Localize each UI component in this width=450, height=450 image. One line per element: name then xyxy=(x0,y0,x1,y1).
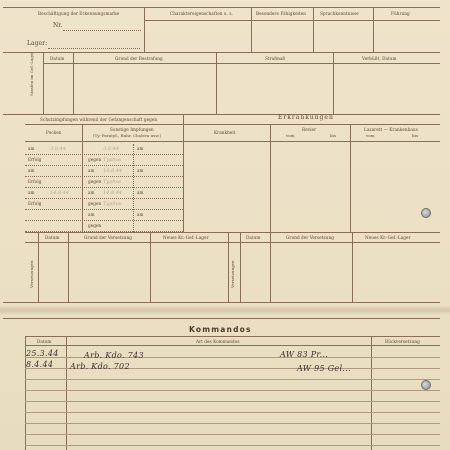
rule xyxy=(25,220,183,221)
rule xyxy=(43,63,440,64)
vaccination-row-mid-label: gegen xyxy=(88,201,102,206)
rule xyxy=(68,232,69,302)
hospital-from: vom xyxy=(366,133,375,138)
rule xyxy=(25,209,183,210)
rule xyxy=(25,412,440,413)
vaccination-row-right-stamp: 14.8.44 xyxy=(103,168,123,174)
hospital-header: Lazarett — Krankenhaus xyxy=(364,127,418,132)
revier-to: bis xyxy=(330,133,337,138)
revier-header: Revier xyxy=(302,127,317,132)
rule xyxy=(150,232,151,302)
kommando-date-header: Datum xyxy=(37,339,52,344)
rule xyxy=(313,7,314,52)
kommando-entry-2-type: Arb. Kdo. 702 xyxy=(70,362,130,371)
rule xyxy=(66,336,67,450)
vaccination-row-right-stamp: Typhus xyxy=(103,179,122,185)
kommandos-title: Kommandos xyxy=(189,325,252,334)
language-label: Sprachkenntnisse xyxy=(320,11,359,16)
kommando-entry-2-date: 8.4.44 xyxy=(26,360,54,369)
transfer-date-header-2: Datum xyxy=(246,235,261,240)
rule xyxy=(25,423,440,424)
punishment-date-header: Datum xyxy=(50,56,65,61)
vaccination-row-left-label: Erfolg xyxy=(28,157,42,162)
rule xyxy=(38,232,39,302)
special-skills-label: Besondere Fähigkeiten xyxy=(256,11,306,16)
punishment-measure-header: Strafmaß xyxy=(265,56,286,61)
rule xyxy=(3,52,440,53)
revier-from: vom xyxy=(286,133,295,138)
nr-label: Nr. xyxy=(53,22,63,29)
fold-crease xyxy=(0,306,450,314)
conduct-label: Führung xyxy=(391,11,410,16)
rule xyxy=(25,434,440,435)
kommando-entry-1-type: Arb. Kdo. 743 xyxy=(84,351,144,360)
character-label: Charaktereigenschaften u. s. xyxy=(170,11,233,16)
camp-field xyxy=(48,48,140,49)
rule xyxy=(144,7,145,52)
other-vaccines-sub: (Ty.-Paratyf., Ruhr, Cholera usw.) xyxy=(93,133,162,138)
illness-header: Krankheit xyxy=(214,130,236,135)
transfer-date-header: Datum xyxy=(45,235,60,240)
rule xyxy=(3,7,440,8)
rule xyxy=(25,154,183,155)
punishments-side-label: Strafen im Gef.-Lager xyxy=(29,51,34,96)
vaccination-row-right-stamp: 14.8.44 xyxy=(103,190,123,196)
rule xyxy=(25,401,440,402)
vaccination-row-right-label: am xyxy=(137,146,144,151)
rule xyxy=(73,52,74,114)
rule xyxy=(25,198,183,199)
vaccination-row-mid-label: am xyxy=(88,212,95,217)
rule xyxy=(270,232,271,302)
other-vaccines-header: Sonstige Impfungen xyxy=(110,127,154,132)
kommando-entry-1-date: 25.3.44 xyxy=(26,349,59,358)
rule xyxy=(133,144,134,232)
vaccinations-title: Schutzimpfungen während der Gefangenschaft gegen xyxy=(40,117,158,122)
vaccination-row-mid-label: gegen xyxy=(88,157,102,162)
hospital-to: bis xyxy=(412,133,419,138)
punishment-reason-header: Grund der Bestrafung xyxy=(115,56,163,61)
rule xyxy=(3,318,440,319)
punch-hole xyxy=(421,208,431,218)
punch-hole xyxy=(421,380,431,390)
rule xyxy=(3,302,440,303)
rule xyxy=(25,345,440,346)
camp-label: Lager: xyxy=(27,40,48,47)
pocken-header: Pocken xyxy=(46,130,62,135)
vaccination-row-right-stamp: 3.8.44 xyxy=(103,146,119,152)
kommando-return-header: Rückversetzung xyxy=(385,339,420,344)
vaccination-row-left-label: am xyxy=(28,168,35,173)
vaccination-row-left-stamp: 3.8.44 xyxy=(50,146,66,152)
kommando-type-header: Art des Kommandos xyxy=(196,339,240,344)
transfers-side-label-2: Versetzungen xyxy=(230,260,235,288)
vaccination-row-right-label: am xyxy=(137,212,144,217)
vaccination-row-left-label: am xyxy=(28,146,35,151)
nr-field xyxy=(63,30,141,31)
transfer-reason-header-2: Grund der Versetzung xyxy=(286,235,334,240)
rule xyxy=(251,7,252,52)
transfer-newcamp-header: Neues Kr.-Gef.-Lager xyxy=(163,235,209,240)
rule xyxy=(25,141,440,142)
vaccination-row-left-label: Erfolg xyxy=(28,201,42,206)
rule xyxy=(216,52,217,114)
vaccination-row-left-label: am xyxy=(28,190,35,195)
rule xyxy=(25,242,440,243)
rule xyxy=(183,114,184,232)
vaccination-row-left-stamp: 14.8.44 xyxy=(50,190,70,196)
rule xyxy=(25,336,440,337)
rule xyxy=(25,379,440,380)
rule xyxy=(25,445,440,446)
rule xyxy=(3,114,440,115)
illnesses-title: Erkrankungen xyxy=(278,114,334,121)
transfer-newcamp-header-2: Neues Kr.-Gef.-Lager xyxy=(365,235,411,240)
rule xyxy=(333,52,334,114)
rule xyxy=(373,7,374,52)
rule xyxy=(371,336,372,450)
vaccination-row-mid-label: gegen xyxy=(88,179,102,184)
kommando-entry-1-note: AW 83 Pr... xyxy=(280,350,329,359)
vaccination-row-right-label: am xyxy=(137,168,144,173)
vaccination-row-right-stamp: Typhus xyxy=(103,201,122,207)
vaccination-row-right-stamp: Typhus xyxy=(103,157,122,163)
transfer-reason-header: Grund der Versetzung xyxy=(84,235,132,240)
rule xyxy=(240,232,241,302)
rule xyxy=(25,232,440,233)
occupation-label: Beschäftigung der Erkennungsmarke xyxy=(38,11,120,16)
vaccination-row-mid-label: am xyxy=(88,190,95,195)
rule xyxy=(25,187,183,188)
rule xyxy=(228,232,229,302)
vaccination-row-left-label: Erfolg xyxy=(28,179,42,184)
vaccination-row-mid-label: am xyxy=(88,168,95,173)
rule xyxy=(25,124,440,125)
rule xyxy=(25,390,440,391)
kommando-entry-2-note: AW 95 Gel... xyxy=(297,364,351,373)
rule xyxy=(43,52,44,114)
vaccination-row-mid-label: gegen xyxy=(88,223,102,228)
transfers-side-label: Versetzungen xyxy=(29,260,34,288)
punishment-served-header: Verbüßt, Datum xyxy=(362,56,397,61)
rule xyxy=(25,176,183,177)
rule xyxy=(144,20,440,21)
rule xyxy=(352,232,353,302)
vaccination-row-right-label: am xyxy=(137,190,144,195)
rule xyxy=(25,165,183,166)
